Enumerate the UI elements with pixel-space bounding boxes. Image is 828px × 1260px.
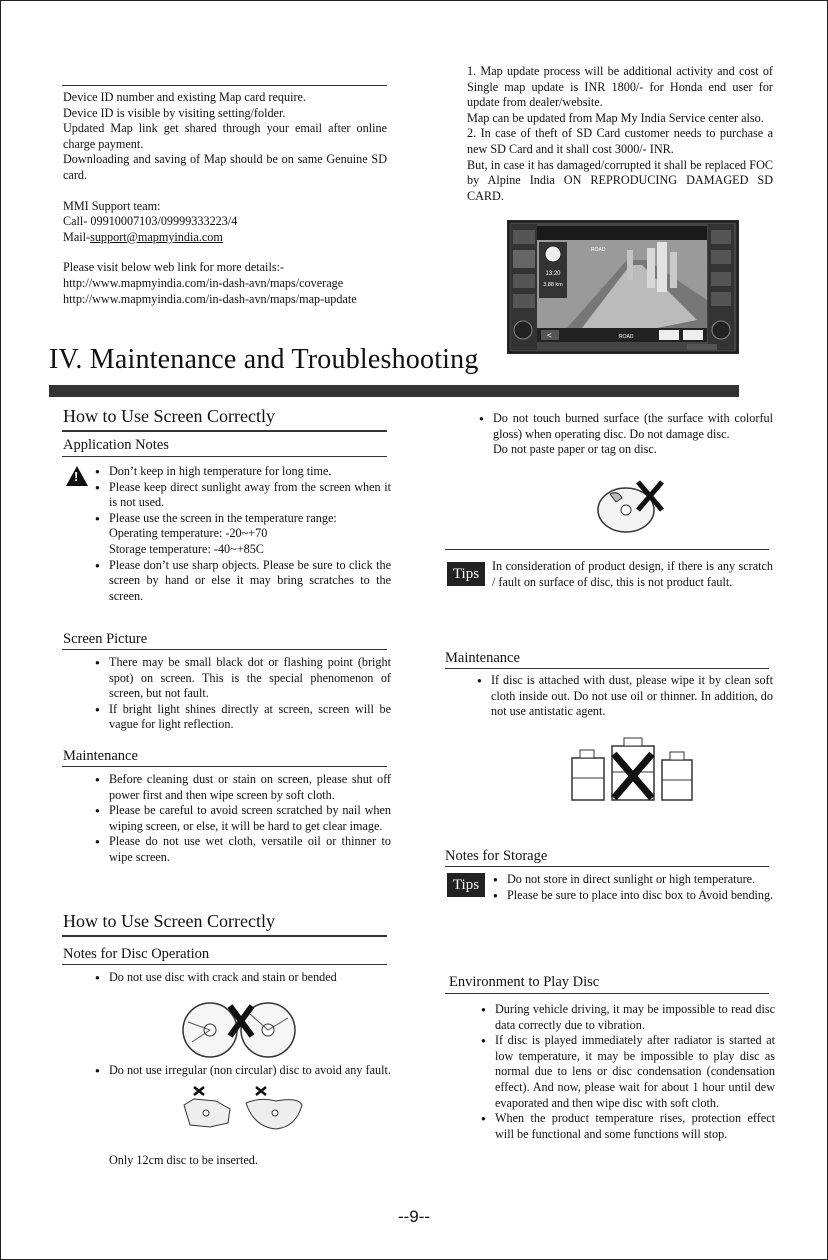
side-button [513,230,535,244]
compass-icon [545,246,561,262]
cross-mark-icon [256,1087,266,1095]
list-item: ● If bright light shines directly at screen, screen will be vague for light reflection. [95,702,391,733]
section-rule [62,430,387,432]
subsection-rule [445,993,769,994]
application-notes-list [95,464,391,604]
list-item: ● When the product temperature rises, protection effect will be functional and some functions will stop. [481,1111,775,1142]
maintenance-list [95,772,391,866]
map-info-line: Device ID is visible by visiting setting/folder. [63,105,286,120]
top-left-rule [62,85,387,86]
map-info-line: Updated Map link get shared through your email after online charge payment. [63,121,387,151]
warning-icon: ! [66,466,88,486]
burned-disc-image [596,478,666,536]
coverage-link[interactable]: http://www.mapmyindia.com/in-dash-avn/maps/coverage [63,275,344,290]
damaged-note: But, in case it has damaged/corrupted it shall be replaced FOC by Alpine India ON REPRODUCING DAMAGED SD CARD. [467,157,773,203]
tips-badge: Tips [447,562,485,586]
road-label-bottom: ROAD [619,334,634,340]
nav-time: 13:20 [545,271,561,277]
storage-list [493,872,781,903]
list-item: ● Do not store in direct sunlight or high temperature. [493,872,781,888]
sd-card-info-block [467,64,773,204]
subsection-rule [62,456,387,457]
tips-rule [445,549,769,550]
side-button [711,292,731,306]
side-button [711,272,731,286]
map-info-line: Downloading and saving of Map should be on same Genuine SD card. [63,152,387,182]
list-item: ● Please be careful to avoid screen scratched by nail when wiping screen, or else, it will be hard to get clear image. [95,803,391,834]
theft-note: 2. In case of theft of SD Card customer needs to purchase a new SD Card and it shall cost 3000/- INR. [467,126,773,156]
paste-paper-text: Do not paste paper or tag on disc. [493,442,657,457]
disc-note-list-2 [95,1063,391,1079]
section-rule [62,935,387,937]
screen-section-heading: How to Use Screen Correctly [63,406,275,426]
list-item: ● If disc is played immediately after radiator is started at low temperature, it may be impossible to play disc as normal due to lens or disc condensation (condensation effect). And now, please wait for about 1 hour until dew evaporated and then wipe disc with soft cloth. [481,1033,775,1111]
mail-prefix: Mail- [63,229,91,244]
disc-note-list-1 [95,970,391,986]
disc-section-heading: How to Use Screen Correctly [63,911,275,931]
operating-temperature: Operating temperature: -20~+70 [109,526,268,541]
page-title: IV. Maintenance and Troubleshooting [49,344,479,375]
burned-surface-text: Do not touch burned surface (the surface with colorful gloss) when operating disc. Do not damage disc. [493,411,773,441]
left-knob [514,321,532,339]
zoom-out-button [683,330,703,340]
head-unit-image [507,220,739,354]
list-item: ● Please don’t use sharp objects. Please be sure to click the screen by hand or else it may bring scratches to the screen. [95,558,391,605]
list-item: ● During vehicle driving, it may be impossible to read disc data correctly due to vibration. [481,1002,775,1033]
maintenance-heading: Maintenance [63,748,138,764]
bottle-icon [572,758,604,800]
disc-maintenance-list [477,673,773,720]
tips-text: In consideration of product design, if there is any scratch / fault on surface of disc, this is not product fault. [492,559,773,589]
support-call: Call- 09910007103/09999333223/4 [63,214,238,229]
map-update-cost: 1. Map update process will be additional activity and cost of Single map update is INR 1800/- for Honda end user for update from dealer/website. [467,64,773,110]
list-item [479,411,773,458]
list-item: ● Do not use irregular (non circular) disc to avoid any fault. [95,1063,391,1079]
tips-badge: Tips [447,873,485,897]
map-info-block [63,90,387,307]
storage-heading: Notes for Storage [445,848,548,864]
mail-link[interactable]: support@mapmyindia.com [90,229,223,244]
irregular-disc-image [180,1083,310,1133]
visit-text: Please visit below web link for more details:- [63,260,285,275]
list-item [95,511,391,558]
svg-text:<: < [547,331,552,340]
screen-picture-list [95,655,391,733]
temp-range-label: Please use the screen in the temperature range: [109,510,337,525]
map-update-link[interactable]: http://www.mapmyindia.com/in-dash-avn/maps/map-update [63,291,357,306]
list-item: ● Before cleaning dust or stain on screen, please shut off power first and then wipe screen by soft cloth. [95,772,391,803]
burned-surface-list [479,411,773,458]
side-button [513,274,535,288]
subsection-rule [62,766,387,767]
list-item: ● Please keep direct sunlight away from the screen when it is not used. [95,480,391,511]
chemical-bottles-image [570,736,694,802]
list-item: ● Do not use disc with crack and stain or bended [95,970,391,986]
disc-maintenance-heading: Maintenance [445,650,520,666]
page-number: --9-- [397,1207,431,1226]
road-label-top: ROAD [591,247,606,253]
cross-mark-icon [194,1087,204,1095]
storage-temperature: Storage temperature: -40~+85C [109,541,264,556]
subsection-rule [445,668,769,669]
title-bar [49,385,739,397]
side-button [513,294,535,308]
nav-distance: 3.88 km [543,282,563,288]
environment-heading: Environment to Play Disc [449,974,600,990]
right-knob [712,321,730,339]
disc-size-note: Only 12cm disc to be inserted. [109,1153,258,1167]
list-item: ● If disc is attached with dust, please wipe it by clean soft cloth inside out. Do not use oil or thinner. In addition, do not use antistatic agent. [477,673,773,720]
list-item: ● There may be small black dot or flashing point (bright spot) on screen. This is the special phenomenon of screen, but not fault. [95,655,391,702]
subsection-rule [445,866,769,867]
environment-list [481,1002,775,1142]
side-button [711,230,731,244]
list-item: ● Don’t keep in high temperature for long time. [95,464,391,480]
list-item: ● Please be sure to place into disc box to Avoid bending. [493,888,781,904]
support-title: MMI Support team: [63,198,161,213]
support-mail [63,230,387,246]
subsection-rule [62,649,387,650]
application-notes-heading: Application Notes [63,437,169,453]
map-info-line: Device ID number and existing Map card require. [63,90,306,104]
service-center-note: Map can be updated from Map My India Service center also. [467,110,764,125]
zoom-in-button [659,330,679,340]
cracked-disc-image [180,1000,300,1060]
subsection-rule [62,964,387,965]
list-item: ● Please do not use wet cloth, versatile oil or thinner to wipe screen. [95,834,391,865]
side-button [711,250,731,264]
side-button [513,250,535,268]
disc-notes-heading: Notes for Disc Operation [63,946,210,962]
screen-picture-heading: Screen Picture [63,631,148,647]
